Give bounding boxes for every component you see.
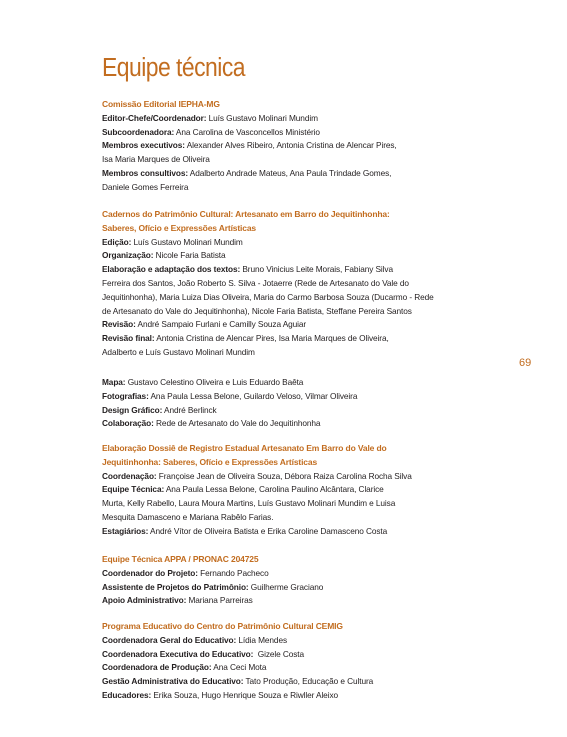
credit-names: Ferreira dos Santos, João Roberto S. Silva - Jotaerre (Rede de Artesanato do Vale do <box>102 277 409 288</box>
section-title: Jequitinhonha: Saberes, Ofício e Expressões Artísticas <box>102 456 318 467</box>
credit-line <box>102 346 482 360</box>
credit-label: Subcoordenadora: <box>102 126 175 137</box>
credit-line <box>102 390 482 404</box>
credit-names: Tato Produção, Educação e Cultura <box>243 676 374 687</box>
credit-names: Mariana Parreiras <box>186 595 253 606</box>
credit-line <box>102 483 482 497</box>
credit-names: Gizele Costa <box>253 648 305 659</box>
credit-names: Adalberto Andrade Mateus, Ana Paula Trindade Gomes, <box>188 167 392 178</box>
page-number: 69 <box>519 357 532 369</box>
credit-line <box>102 511 482 525</box>
credit-line <box>102 675 482 689</box>
section-title: Comissão Editorial IEPHA-MG <box>102 99 220 109</box>
credit-line <box>102 236 482 250</box>
credit-names: Françoise Jean de Oliveira Souza, Débora Raiza Carolina Rocha Silva <box>156 470 412 481</box>
credit-names: Erika Souza, Hugo Henrique Souza e Riwller Aleixo <box>151 689 339 700</box>
section-dossie-registro <box>102 442 482 539</box>
credit-names: Ana Carolina de Vasconcellos Ministério <box>174 126 320 137</box>
credit-names: Lídia Mendes <box>236 634 288 645</box>
credit-names: Jequitinhonha), Maria Luiza Dias Oliveira, Maria do Carmo Barbosa Souza (Ducarmo - Rede <box>102 291 434 302</box>
credit-names: Fernando Pacheco <box>197 567 269 578</box>
credit-line <box>102 376 482 390</box>
section-cadernos <box>102 208 482 360</box>
credit-label: Equipe Técnica: <box>102 484 165 495</box>
credit-label: Educadores: <box>102 689 152 700</box>
credit-names: Ana Ceci Mota <box>211 662 267 673</box>
credit-line <box>102 470 482 484</box>
credit-label: Coordenação: <box>102 470 157 481</box>
section-title: Saberes, Ofício e Expressões Artísticas <box>102 222 256 233</box>
credit-label: Estagiários: <box>102 525 149 536</box>
credit-line <box>102 567 482 581</box>
credit-label: Assistente de Projetos do Patrimônio: <box>102 581 249 592</box>
section-title: Equipe Técnica APPA / PRONAC 204725 <box>102 554 259 564</box>
credit-label: Apoio Administrativo: <box>102 595 187 606</box>
credit-line <box>102 139 482 153</box>
credit-names: André Berlinck <box>162 404 217 415</box>
credit-line <box>102 594 482 608</box>
credit-names: Ana Paula Lessa Belone, Guilardo Veloso, Vilmar Oliveira <box>148 390 358 401</box>
section-comissao-editorial <box>102 98 482 195</box>
section-programa-educativo <box>102 620 482 703</box>
credit-line <box>102 318 482 332</box>
credit-names: Nicole Faria Batista <box>153 250 226 261</box>
credit-line <box>102 648 482 662</box>
section-title: Cadernos do Patrimônio Cultural: Artesanato em Barro do Jequitinhonha: <box>102 209 390 219</box>
credit-label: Mapa: <box>102 377 126 387</box>
credit-line <box>102 305 482 319</box>
credit-label: Coordenadora de Produção: <box>102 662 212 673</box>
credit-names: Murta, Kelly Rabello, Laura Moura Martins, Luís Gustavo Molinari Mundim e Luisa <box>102 498 396 509</box>
credit-line <box>102 277 482 291</box>
credit-label: Organização: <box>102 250 154 261</box>
credit-label: Fotografias: <box>102 390 149 401</box>
credit-label: Editor-Chefe/Coordenador: <box>102 112 207 123</box>
credit-line <box>102 417 482 431</box>
credit-names: Rede de Artesanato do Vale do Jequitinhonha <box>153 418 321 429</box>
credit-names: André Sampaio Furlani e Camilly Souza Aguiar <box>135 319 307 330</box>
credit-names: Luís Gustavo Molinari Mundim <box>206 112 318 123</box>
credit-names: Alexander Alves Ribeiro, Antonia Cristina de Alencar Pires, <box>184 140 397 151</box>
credit-line <box>102 497 482 511</box>
credit-line <box>102 404 482 418</box>
credit-names: Ana Paula Lessa Belone, Carolina Paulino Alcântara, Clarice <box>164 484 384 495</box>
credit-label: Design Gráfico: <box>102 404 163 415</box>
credit-names: Luís Gustavo Molinari Mundim <box>131 236 243 247</box>
credit-line <box>102 112 482 126</box>
credit-names: André Vítor de Oliveira Batista e Erika Caroline Damasceno Costa <box>148 525 388 536</box>
credit-line <box>102 581 482 595</box>
credit-line <box>102 126 482 140</box>
credit-names: Adalberto e Luís Gustavo Molinari Mundim <box>102 346 255 357</box>
credit-names: Daniele Gomes Ferreira <box>102 181 189 192</box>
credit-line <box>102 525 482 539</box>
credit-line <box>102 634 482 648</box>
credit-line <box>102 661 482 675</box>
credit-line <box>102 291 482 305</box>
credit-names: Gustavo Celestino Oliveira e Luis Eduardo Baêta <box>125 377 304 387</box>
credit-label: Coordenador do Projeto: <box>102 567 198 578</box>
section-equipe-appa <box>102 553 482 608</box>
credit-line <box>102 249 482 263</box>
credit-label: Coordenadora Executiva do Educativo: <box>102 648 254 659</box>
credit-label: Gestão Administrativa do Educativo: <box>102 676 244 687</box>
page-title: Equipe técnica <box>102 54 246 82</box>
section-title: Elaboração Dossiê de Registro Estadual Artesanato Em Barro do Vale do <box>102 443 387 453</box>
credit-line <box>102 332 482 346</box>
credit-line <box>102 181 482 195</box>
credit-names: Bruno Vinicius Leite Morais, Fabiany Silva <box>240 264 393 275</box>
credit-label: Elaboração e adaptação dos textos: <box>102 264 241 275</box>
credit-line <box>102 167 482 181</box>
credit-label: Edição: <box>102 236 132 247</box>
credit-names: Isa Maria Marques de Oliveira <box>102 154 210 165</box>
credit-names: Mesquita Damasceno e Mariana Rabêlo Farias. <box>102 511 274 522</box>
credit-names: de Artesanato do Vale do Jequitinhonha), Nicole Faria Batista, Steffane Pereira Santos <box>102 305 412 316</box>
credit-line <box>102 153 482 167</box>
credit-line <box>102 263 482 277</box>
credit-label: Revisão: <box>102 319 136 330</box>
credit-names: Antonia Cristina de Alencar Pires, Isa Maria Marques de Oliveira, <box>154 333 389 344</box>
credit-label: Coordenadora Geral do Educativo: <box>102 634 237 645</box>
credit-label: Membros consultivos: <box>102 167 189 178</box>
credit-label: Membros executivos: <box>102 140 185 151</box>
credit-label: Revisão final: <box>102 333 155 344</box>
credit-line <box>102 689 482 703</box>
credit-names: Guilherme Graciano <box>248 581 324 592</box>
section-title: Programa Educativo do Centro do Patrimônio Cultural CEMIG <box>102 621 343 631</box>
section-creditos-extra <box>102 376 482 431</box>
credit-label: Colaboração: <box>102 418 154 429</box>
